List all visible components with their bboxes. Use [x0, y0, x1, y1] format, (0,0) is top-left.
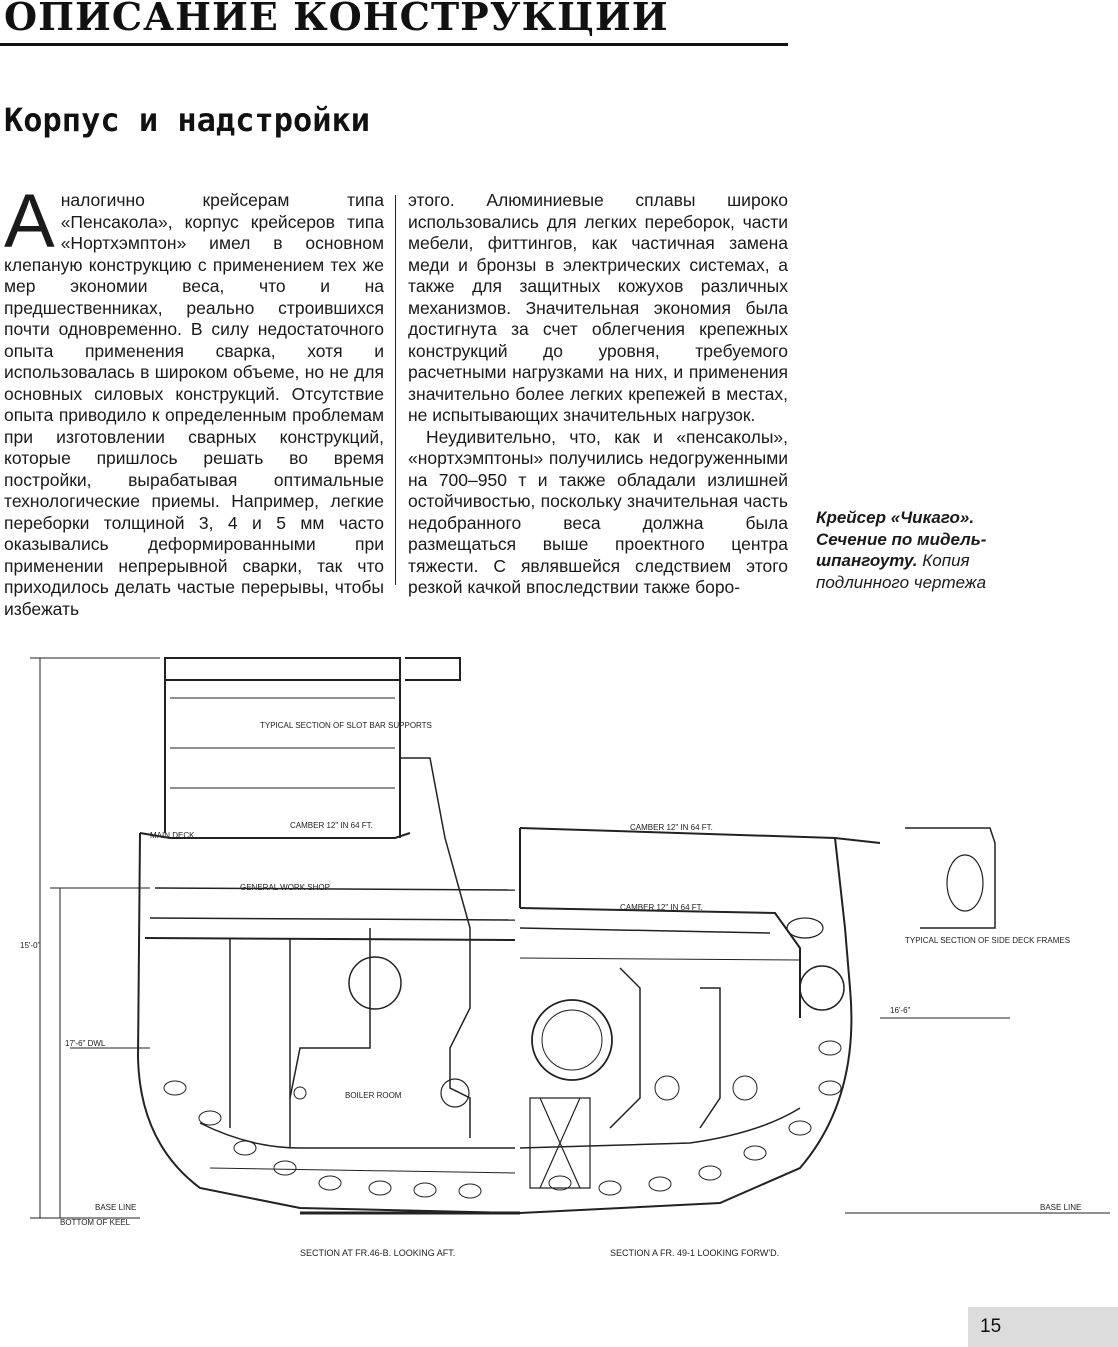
left-uptake [400, 758, 470, 1138]
midship-section-drawing [0, 628, 1118, 1278]
section-title: ОПИСАНИЕ КОНСТРУКЦИИ [4, 0, 669, 39]
caption-rest: Копия подлинного чертежа [816, 551, 987, 592]
subtitle: Корпус и надстройки [4, 101, 371, 139]
label-camber-right: CAMBER 12" IN 64 FT. [630, 823, 713, 832]
label-bulkhead-note: TYPICAL SECTION OF SLOT BAR SUPPORTS [260, 721, 432, 730]
label-dim-right: 16'-6" [890, 1006, 911, 1015]
label-typical-section: TYPICAL SECTION OF SIDE DECK FRAMES [905, 936, 1071, 945]
label-base-line: BASE LINE [95, 1203, 137, 1212]
column-1-text: налогично крейсерам типа «Пенсакола», корпус крейсеров типа «Нортхэмптон» имел в основном клепаную конструкцию с применением тех же мер экономии веса, что и на предшественниках, реально строившихся почти одновременно. В силу недостаточного опыта применения сварка, хотя и использовалась в широком объеме, но не для основных силовых конструкций. Отсутствие опыта приводило к определенным проблемам при изготовлении сварных конструкций, которые пришлось решать во время постройки, вырабатывая оптимальные технологические приемы. Например, легкие переборки толщиной 3, 4 и 5 мм часто оказывались деформированными при применении непрерывной сварки, так что приходилось делать частые перерывы, чтобы избежать [4, 190, 384, 619]
label-camber-top: CAMBER 12" IN 64 FT. [290, 821, 373, 830]
column-divider [395, 195, 396, 585]
typical-section-detail [905, 828, 995, 928]
label-dwl: 17'-6" DWL [65, 1039, 106, 1048]
text-column-1 [4, 179, 384, 620]
right-turbine-circle [532, 1000, 612, 1080]
column-2-paragraph-2: Неудивительно, что, как и «пенсаколы», «нортхэмптоны» получились недогруженными на 700–950 т и также обладали излишней остойчивостью, поскольку значительная часть недобранного веса должна была размещаться выше проектного центра тяжести. С являвшейся следствием этого резкой качкой впоследствии также боро- [408, 426, 788, 597]
section-label-left: SECTION AT FR.46-B. LOOKING AFT. [300, 1248, 456, 1258]
label-general-work-shop: GENERAL WORK SHOP [240, 883, 330, 892]
drop-cap: А [4, 179, 55, 264]
figure-caption [816, 507, 1016, 593]
label-bottom-plate: BOTTOM OF KEEL [60, 1218, 131, 1227]
label-dim-left: 15'-0" [20, 941, 41, 950]
column-2-paragraph-1: этого. Алюминиевые сплавы широко использовались для легких переборок, части мебели, фиттингов, как частичная замена меди и бронзы в электрических системах, а также для защитных кожухов различных механизмов. Значительная экономия была достигнута за счет облегчения крепежных конструкций до уровня, требуемого расчетными нагрузками на них, и применения значительно более легких крепежей в местах, не испытывающих значительных нагрузок. [408, 190, 788, 425]
right-hull-side [520, 838, 851, 1213]
page-number: 15 [980, 1316, 1002, 1337]
left-boiler-circle [349, 957, 401, 1009]
label-main-deck: MAIN DECK [150, 831, 195, 840]
column-1-paragraph [4, 179, 384, 620]
label-base-line-right: BASE LINE [1040, 1203, 1082, 1212]
caption-bold: Крейсер «Чикаго». Сечение по мидель-шпангоуту. [816, 508, 987, 570]
title-rule [0, 43, 788, 46]
section-label-right: SECTION A FR. 49-1 LOOKING FORW'D. [610, 1248, 780, 1258]
label-boiler-room: BOILER ROOM [345, 1091, 402, 1100]
text-column-2 [408, 190, 788, 599]
label-camber-mid: CAMBER 12" IN 64 FT. [620, 903, 703, 912]
left-superstructure [165, 658, 400, 680]
